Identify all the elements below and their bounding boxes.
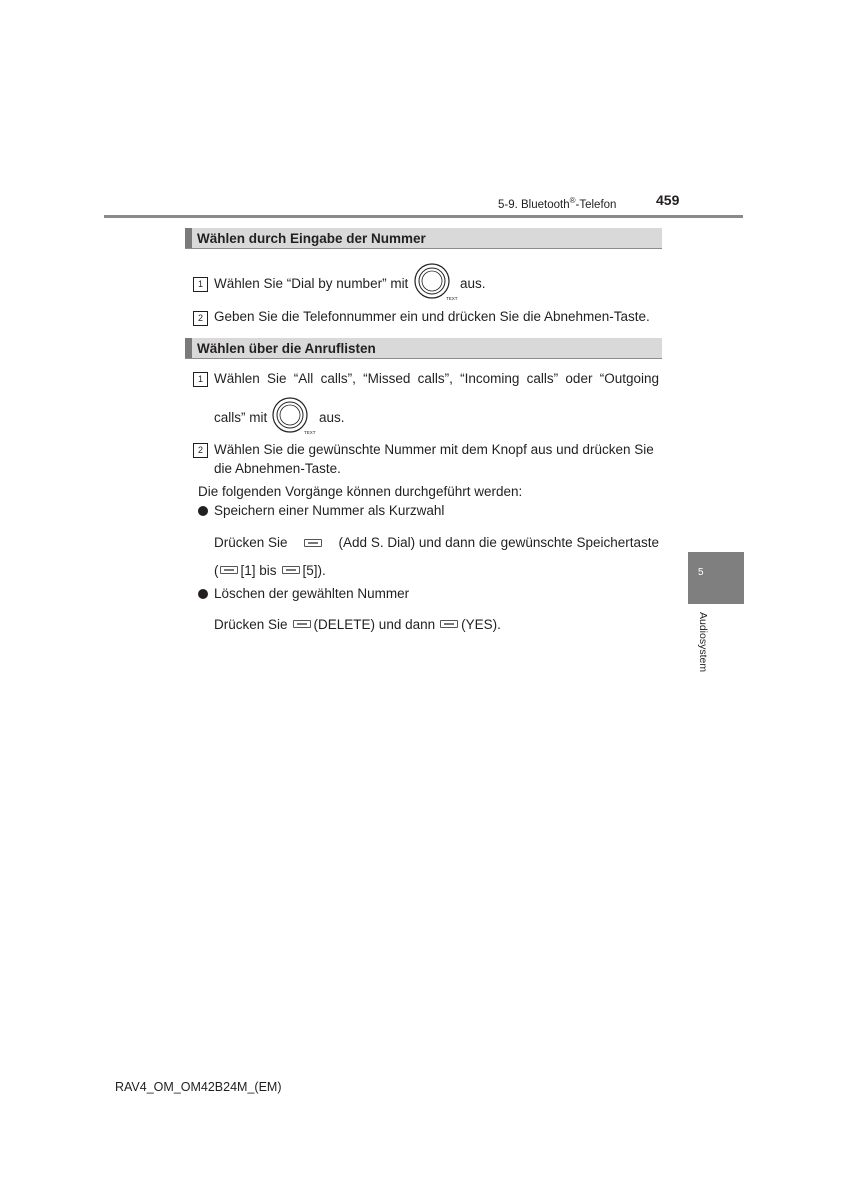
knob-text-label: TEXT — [446, 296, 458, 301]
chapter-tab — [688, 552, 744, 604]
section-heading-call-lists — [185, 338, 662, 359]
step-number: 1 — [193, 372, 208, 387]
section-accent — [185, 338, 192, 358]
knob-text-label: TEXT — [304, 430, 316, 435]
page-number: 459 — [656, 192, 680, 208]
bullet-title: Speichern einer Nummer als Kurzwahl — [214, 503, 445, 518]
screen-button-icon — [440, 620, 458, 628]
instruction-text: Drücken Sie — [214, 535, 288, 550]
step-text: die Abnehmen-Taste. — [214, 461, 341, 476]
bullet-title: Löschen der gewählten Nummer — [214, 586, 410, 601]
screen-button-icon — [282, 566, 300, 574]
chapter-tab-number: 5 — [698, 567, 704, 578]
step-number: 2 — [193, 443, 208, 458]
step-text: calls” mit — [214, 410, 268, 425]
tune-knob-icon — [412, 262, 458, 302]
instruction-text: [5]). — [302, 563, 326, 578]
instruction-text: (YES). — [461, 617, 501, 632]
step-text: Wählen Sie “Dial by number” mit — [214, 276, 409, 291]
header-chapter-text: 5-9. Bluetooth — [498, 199, 570, 211]
header-chapter-suffix: -Telefon — [575, 199, 617, 211]
instruction-text: (Add S. Dial) und dann die gewünschte Speichertaste — [338, 535, 659, 550]
step-text: aus. — [319, 410, 345, 425]
section-heading-dial-by-number — [185, 228, 662, 249]
footer-doc-code: RAV4_OM_OM42B24M_(EM) — [115, 1080, 282, 1094]
step-text: Wählen Sie die gewünschte Nummer mit dem Knopf aus und drücken Sie — [214, 442, 654, 457]
instruction-text: [1] bis — [240, 563, 277, 578]
step-number: 2 — [193, 311, 208, 326]
section-title: Wählen durch Eingabe der Nummer — [197, 231, 426, 246]
screen-button-icon — [293, 620, 311, 628]
screen-button-icon — [220, 566, 238, 574]
intro-text: Die folgenden Vorgänge können durchgeführt werden: — [198, 484, 523, 499]
registered-mark: ® — [569, 196, 576, 205]
bullet-icon — [198, 506, 208, 516]
chapter-tab-label: Audiosystem — [697, 612, 709, 673]
section-title: Wählen über die Anruflisten — [197, 341, 376, 356]
instruction-text: (DELETE) und dann — [313, 617, 436, 632]
step-text: aus. — [460, 276, 486, 291]
running-header — [498, 194, 616, 212]
step-number: 1 — [193, 277, 208, 292]
header-rule — [104, 215, 743, 218]
instruction-line — [214, 534, 659, 552]
instruction-line — [214, 562, 326, 580]
bullet-icon — [198, 589, 208, 599]
instruction-text: Drücken Sie — [214, 617, 288, 632]
step-text: Geben Sie die Telefonnummer ein und drücken Sie die Abnehmen-Taste. — [214, 309, 650, 324]
paren-text: ( — [214, 563, 219, 578]
step-text: Wählen Sie “All calls”, “Missed calls”, “Incoming calls” oder “Outgoing — [214, 371, 659, 386]
instruction-line — [214, 616, 501, 634]
screen-button-icon — [304, 539, 322, 547]
tune-knob-icon — [270, 396, 316, 436]
section-accent — [185, 228, 192, 248]
